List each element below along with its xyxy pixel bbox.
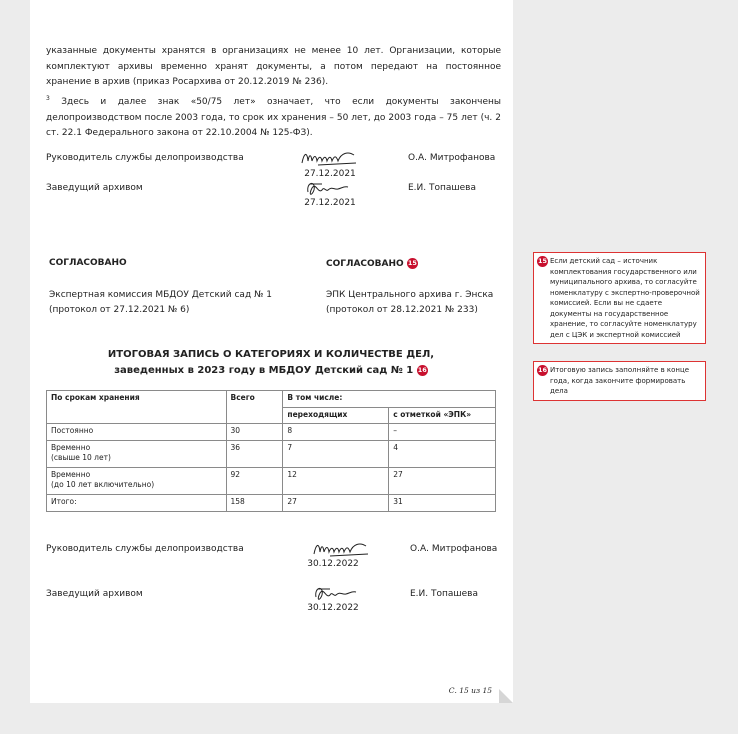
row-total: 92: [226, 468, 283, 495]
approval-right-title: СОГЛАСОВАНО: [326, 259, 404, 269]
note-badge-15: 15: [537, 257, 548, 265]
row-epk: 27: [389, 468, 496, 495]
row-label: [47, 441, 227, 468]
approval-right-title-wrap: [326, 258, 418, 269]
summary-title-line1: ИТОГОВАЯ ЗАПИСЬ О КАТЕГОРИЯХ И КОЛИЧЕСТВЕ ДЕЛ,: [107, 349, 435, 360]
page-fold-corner: [499, 689, 513, 703]
signature-mitrofanova-top: [298, 147, 360, 171]
header-epk: с отметкой «ЭПК»: [389, 407, 496, 424]
header-carried: переходящих: [283, 407, 389, 424]
table-row-total: [47, 495, 496, 512]
sig-top-role-1: Руководитель службы делопроизводства: [46, 153, 244, 163]
annotation-note-15: [533, 252, 706, 344]
row-carried: 12: [283, 468, 389, 495]
intro-text: указанные документы хранятся в организациях не менее 10 лет. Организации, которые комплектуют архивы временно хранят документы, а потом передают на постоянное хранение в архив (приказ Росархива от 20.12.2019 № 236).: [46, 46, 501, 87]
row-label-text: Постоянно: [51, 426, 94, 435]
approval-left-line1: Экспертная комиссия МБДОУ Детский сад № 1: [49, 290, 272, 300]
row-label-text: Итого:: [51, 497, 77, 506]
sig-top-role-2: Заведущий архивом: [46, 183, 143, 193]
approval-left-line2: (протокол от 27.12.2021 № 6): [49, 305, 190, 315]
table-header-row: [47, 391, 496, 408]
approval-right-line1: ЭПК Центрального архива г. Энска: [326, 290, 494, 300]
row-label: [47, 468, 227, 495]
sig-bottom-role-1: Руководитель службы делопроизводства: [46, 544, 244, 554]
row-carried: 8: [283, 424, 389, 441]
table-row: [47, 468, 496, 495]
row-carried: 7: [283, 441, 389, 468]
row-total: 158: [226, 495, 283, 512]
row-total: 36: [226, 441, 283, 468]
row-carried: 27: [283, 495, 389, 512]
note-badge-16: 16: [537, 366, 548, 374]
sig-top-date-1: 27.12.2021: [304, 169, 356, 179]
note-text-16: Итоговую запись заполняйте в конце года, когда закончите формировать дела: [550, 366, 690, 395]
row-label-sub: (свыше 10 лет): [51, 453, 111, 462]
row-label-text: Временно: [51, 443, 91, 452]
row-label: [47, 424, 227, 441]
page-number: С. 15 из 15: [448, 686, 492, 695]
footnote-mark: 3: [46, 95, 50, 102]
note-text-15: Если детский сад – источник комплектования государственного или муниципального архива, то согласуйте номенклатуру с экспертно-проверочной комиссией. Если вы не сдаете документы на государственное хранение, то согласуйте номенклатуру дел с ЦЭК и экспертной комиссией: [550, 257, 700, 339]
summary-title-line2-wrap: [46, 362, 496, 379]
header-period: По срокам хранения: [47, 391, 227, 424]
table-row: [47, 441, 496, 468]
sig-top-date-2: 27.12.2021: [304, 198, 356, 208]
header-total: Всего: [226, 391, 283, 424]
annotation-note-16: [533, 361, 706, 401]
approval-right-line2: (протокол от 28.12.2021 № 233): [326, 305, 478, 315]
sig-bottom-name-2: Е.И. Топашева: [410, 589, 478, 599]
sig-top-name-1: О.А. Митрофанова: [408, 153, 496, 163]
footnote-paragraph: [46, 91, 501, 142]
sig-bottom-role-2: Заведущий архивом: [46, 589, 143, 599]
sig-bottom-name-1: О.А. Митрофанова: [410, 544, 498, 554]
table-row: [47, 424, 496, 441]
row-epk: –: [389, 424, 496, 441]
summary-table: [46, 390, 496, 512]
row-label-text: Временно: [51, 470, 91, 479]
sig-top-name-2: Е.И. Топашева: [408, 183, 476, 193]
intro-paragraph: [46, 44, 501, 91]
approval-left-title: СОГЛАСОВАНО: [49, 258, 127, 268]
sig-bottom-date-2: 30.12.2022: [307, 603, 359, 613]
row-total: 30: [226, 424, 283, 441]
annotation-badge-16: 16: [417, 365, 427, 374]
sig-bottom-date-1: 30.12.2022: [307, 559, 359, 569]
summary-title-line2: заведенных в 2023 году в МБДОУ Детский сад № 1: [114, 365, 414, 376]
row-epk: 31: [389, 495, 496, 512]
row-label-sub: (до 10 лет включительно): [51, 480, 155, 489]
row-epk: 4: [389, 441, 496, 468]
annotation-badge-15: 15: [407, 259, 417, 267]
header-including: В том числе:: [283, 391, 496, 408]
footnote-text: Здесь и далее знак «50/75 лет» означает, что если документы закончены делопроизводством после 2003 года, то срок их хранения – 50 лет, до 2003 года – 75 лет (ч. 2 ст. 22.1 Федерального закона от 22.10.2004 № 125-ФЗ).: [46, 97, 501, 138]
row-label: [47, 495, 227, 512]
